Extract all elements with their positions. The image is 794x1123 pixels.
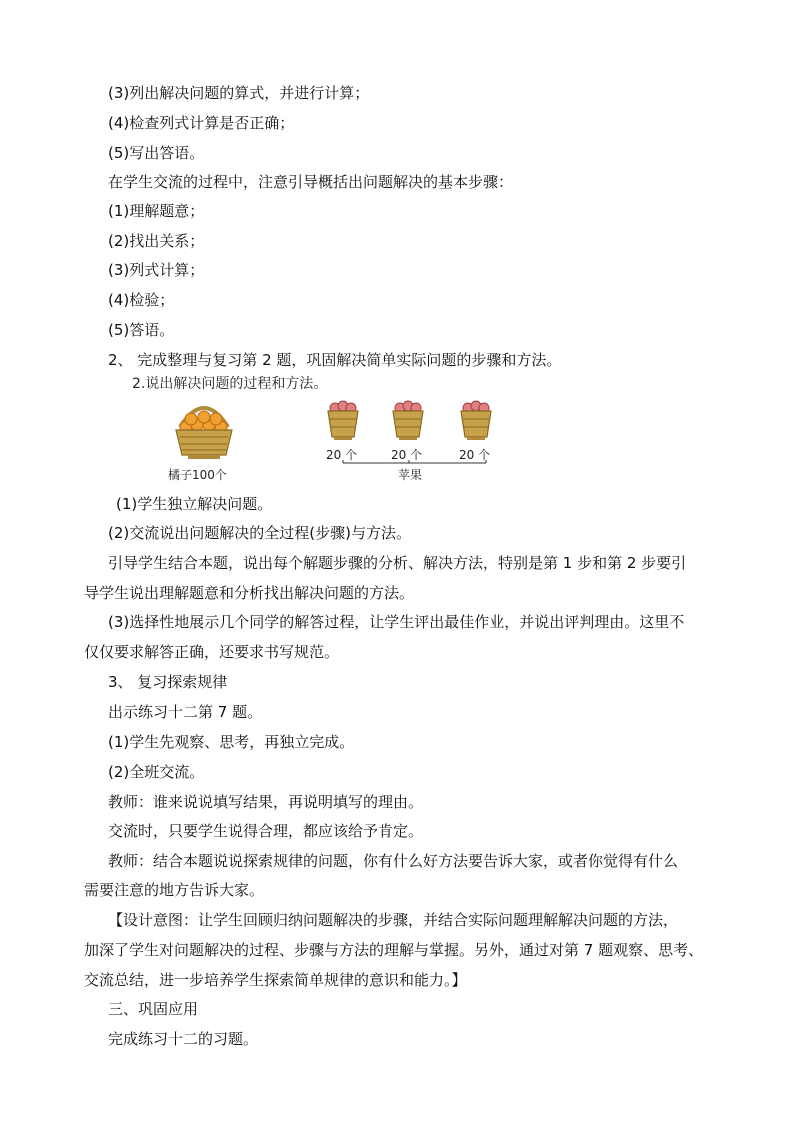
apple-count-label: 20 个 bbox=[459, 448, 491, 462]
text-line: 教师：结合本题说说探索规律的问题，你有什么好方法要告诉大家，或者你觉得有什么 bbox=[108, 852, 679, 870]
text-line: 教师：谁来说说填写结果，再说明填写的理由。 bbox=[108, 793, 424, 811]
text-line: (1)理解题意； bbox=[108, 202, 205, 220]
apple-basket-icon bbox=[393, 401, 423, 440]
section-heading: 2、 完成整理与复习第 2 题，巩固解决简单实际问题的步骤和方法。 bbox=[108, 351, 562, 369]
section-heading: 三、巩固应用 bbox=[108, 1000, 199, 1018]
figure-title: 2.说出解决问题的过程和方法。 bbox=[132, 376, 328, 392]
apple-count-label: 20 个 bbox=[326, 448, 358, 462]
apple-basket-icon bbox=[328, 401, 358, 440]
text-line: 在学生交流的过程中，注意引导概括出问题解决的基本步骤： bbox=[108, 173, 514, 191]
text-line: (3)选择性地展示几个同学的解答过程，让学生评出最佳作业，并说出评判理由。这里不 bbox=[108, 613, 685, 631]
basket-figure bbox=[128, 375, 508, 487]
text-line: (1)学生独立解决问题。 bbox=[116, 495, 273, 513]
text-line: 交流时，只要学生说得合理，都应该给予肯定。 bbox=[108, 822, 424, 840]
text-line: (2)交流说出问题解决的全过程(步骤)与方法。 bbox=[108, 524, 411, 542]
text-line: (4)检查列式计算是否正确； bbox=[108, 114, 295, 132]
apple-count-label: 20 个 bbox=[391, 448, 423, 462]
text-line: (1)学生先观察、思考，再独立完成。 bbox=[108, 733, 355, 751]
text-line: (3)列式计算； bbox=[108, 261, 205, 279]
text-line: (2)找出关系； bbox=[108, 232, 205, 250]
text-line: 仅仅要求解答正确，还要求书写规范。 bbox=[84, 643, 340, 661]
text-line: 导学生说出理解题意和分析找出解决问题的方法。 bbox=[84, 584, 415, 602]
design-intent-text: 交流总结，进一步培养学生探索简单规律的意识和能力。】 bbox=[84, 971, 467, 989]
design-intent-text: 加深了学生对问题解决的过程、步骤与方法的理解与掌握。另外，通过对第 7 题观察、思考、 bbox=[84, 941, 704, 959]
section-heading: 3、 复习探索规律 bbox=[108, 673, 228, 691]
text-line: (4)检验； bbox=[108, 291, 175, 309]
text-line: (3)列出解决问题的算式，并进行计算； bbox=[108, 84, 370, 102]
text-line: (5)写出答语。 bbox=[108, 144, 205, 162]
text-line: 需要注意的地方告诉大家。 bbox=[84, 881, 265, 899]
orange-basket-icon bbox=[176, 408, 232, 459]
design-intent-text: 【设计意图：让学生回顾归纳问题解决的步骤，并结合实际问题理解解决问题的方法， bbox=[108, 911, 679, 929]
text-line: 完成练习十二的习题。 bbox=[108, 1030, 259, 1048]
text-line: (5)答语。 bbox=[108, 321, 175, 339]
apple-basket-icon bbox=[461, 401, 491, 440]
text-line: 出示练习十二第 7 题。 bbox=[108, 703, 263, 721]
apple-label: 苹果 bbox=[398, 468, 423, 482]
text-line: (2)全班交流。 bbox=[108, 763, 205, 781]
text-line: 引导学生结合本题，说出每个解题步骤的分析、解决方法，特别是第 1 步和第 2 步要引 bbox=[108, 554, 687, 572]
orange-count-label: 橘子100个 bbox=[168, 468, 227, 482]
